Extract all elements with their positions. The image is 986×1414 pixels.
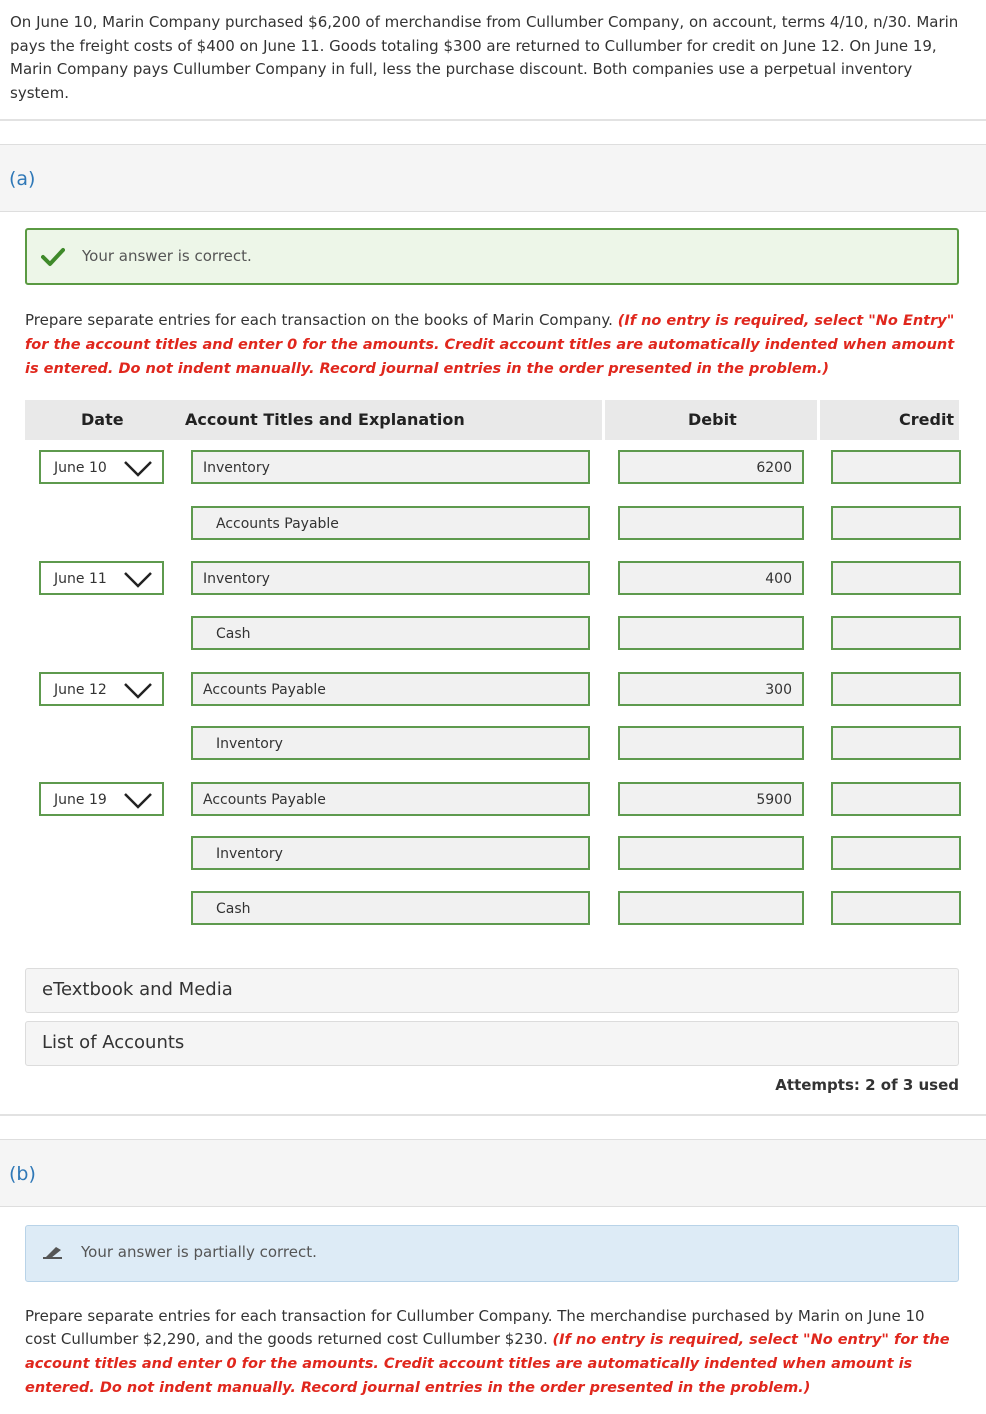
debit-input[interactable]: 400 (618, 561, 804, 595)
partial-banner (25, 1225, 959, 1282)
journal-table-header (25, 400, 959, 440)
part-b-instructions (25, 1305, 955, 1400)
list-of-accounts-link[interactable]: List of Accounts (25, 1021, 959, 1066)
account-title-input[interactable]: Cash (191, 891, 590, 925)
etextbook-media-link[interactable]: eTextbook and Media (25, 968, 959, 1013)
instructions-note: (If no entry is required, select "No entry" for the account titles and enter 0 for the amounts. Credit account titles are automatically indented when amount is entered. Do not indent manually. Record journal entries in the order presented in the problem.) (25, 1332, 950, 1396)
credit-input[interactable] (831, 836, 961, 870)
credit-input[interactable] (831, 782, 961, 816)
date-select[interactable]: June 19 (39, 782, 164, 816)
header-credit: Credit (899, 410, 955, 429)
instructions-note: (If no entry is required, select "No Entry" for the account titles and enter 0 for the amounts. Credit account titles are automatically indented when amount is entered. Do not indent manually. Record journal entries in the order presented in the problem.) (25, 313, 955, 377)
header-date: Date (81, 410, 124, 429)
credit-input[interactable] (831, 616, 961, 650)
instructions-text: Prepare separate entries for each transaction on the books of Marin Company. (25, 311, 613, 329)
account-title-input[interactable]: Inventory (191, 836, 590, 870)
account-title-input[interactable]: Cash (191, 616, 590, 650)
debit-input[interactable] (618, 726, 804, 760)
credit-input[interactable] (831, 561, 961, 595)
divider (0, 1114, 986, 1116)
date-select[interactable]: June 11 (39, 561, 164, 595)
account-title-input[interactable]: Inventory (191, 561, 590, 595)
part-b-header (0, 1139, 986, 1207)
problem-statement: On June 10, Marin Company purchased $6,200 of merchandise from Cullumber Company, on account, terms 4/10, n/30. Marin pays the freight costs of $400 on June 11. Goods totaling $300 are returned to Cullumber for credit on June 12. On June 19, Marin Company pays Cullumber Company in full, less the purchase discount. Both companies use a perpetual inventory system. (10, 13, 959, 102)
pencil-icon (40, 1243, 68, 1261)
credit-input[interactable] (831, 450, 961, 484)
chevron-down-icon (123, 571, 153, 589)
chevron-down-icon (123, 460, 153, 478)
header-account: Account Titles and Explanation (185, 410, 465, 429)
credit-input[interactable] (831, 891, 961, 925)
attempts-counter: Attempts: 2 of 3 used (775, 1076, 959, 1094)
header-divider (817, 400, 820, 440)
account-title-input[interactable]: Accounts Payable (191, 672, 590, 706)
chevron-down-icon (123, 682, 153, 700)
account-title-input[interactable]: Inventory (191, 450, 590, 484)
debit-input[interactable] (618, 616, 804, 650)
debit-input[interactable] (618, 891, 804, 925)
instructions-text: Prepare separate entries for each transaction for Cullumber Company. The merchandise purchased by Marin on June 10 cost Cullumber $2,290, and the goods returned cost Cullumber $230. (25, 1307, 925, 1348)
part-b-label: (b) (9, 1163, 36, 1185)
chevron-down-icon (123, 792, 153, 810)
debit-input[interactable]: 5900 (618, 782, 804, 816)
status-text: Your answer is correct. (82, 247, 252, 265)
part-a-header (0, 144, 986, 212)
account-title-input[interactable]: Inventory (191, 726, 590, 760)
part-a-instructions (25, 309, 955, 381)
correct-banner (25, 228, 959, 285)
debit-input[interactable]: 300 (618, 672, 804, 706)
part-a-label: (a) (9, 168, 36, 190)
credit-input[interactable] (831, 672, 961, 706)
date-select[interactable]: June 12 (39, 672, 164, 706)
header-debit: Debit (688, 410, 737, 429)
debit-input[interactable] (618, 506, 804, 540)
checkmark-icon (41, 247, 65, 267)
credit-input[interactable] (831, 726, 961, 760)
credit-input[interactable] (831, 506, 961, 540)
debit-input[interactable]: 6200 (618, 450, 804, 484)
divider (0, 119, 986, 121)
account-title-input[interactable]: Accounts Payable (191, 506, 590, 540)
date-select[interactable]: June 10 (39, 450, 164, 484)
debit-input[interactable] (618, 836, 804, 870)
account-title-input[interactable]: Accounts Payable (191, 782, 590, 816)
status-text: Your answer is partially correct. (81, 1243, 317, 1261)
header-divider (602, 400, 605, 440)
